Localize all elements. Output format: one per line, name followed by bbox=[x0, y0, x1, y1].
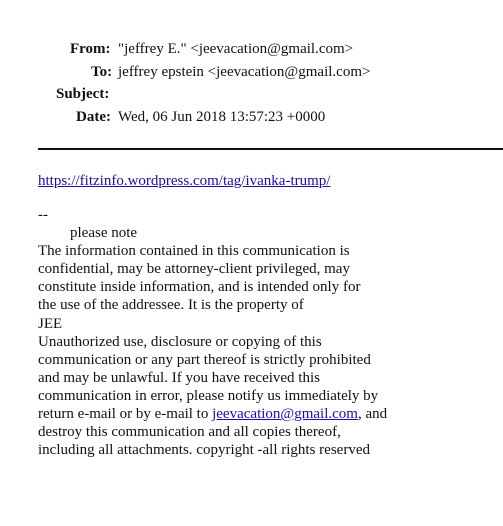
email-body bbox=[38, 206, 498, 459]
from-label: From: bbox=[70, 41, 111, 57]
disclaimer-line-return bbox=[38, 405, 498, 423]
date-value: Wed, 06 Jun 2018 13:57:23 +0000 bbox=[118, 108, 326, 125]
email-link[interactable]: jeevacation@gmail.com bbox=[212, 406, 358, 423]
subject-label: Subject: bbox=[56, 86, 110, 102]
disclaimer-line: constitute inside information, and is intended only for bbox=[38, 279, 361, 296]
disclaimer-line: including all attachments. copyright -all rights reserved bbox=[38, 442, 370, 459]
subject-row bbox=[0, 83, 503, 106]
email-header bbox=[0, 38, 503, 128]
disclaimer-line: JEE bbox=[38, 315, 63, 332]
disclaimer-line: and may be unlawful. If you have received this bbox=[38, 369, 320, 386]
header-divider bbox=[38, 148, 503, 150]
date-row bbox=[0, 106, 503, 129]
to-label: To: bbox=[91, 63, 113, 80]
link-line bbox=[38, 172, 330, 190]
note-heading: please note bbox=[70, 225, 138, 242]
disclaimer-line: communication in error, please notify us immediately by bbox=[38, 387, 379, 404]
disclaimer-line: communication or any part thereof is strictly prohibited bbox=[38, 351, 371, 368]
disclaimer-line: destroy this communication and all copies thereof, bbox=[38, 424, 341, 441]
from-row bbox=[0, 38, 503, 61]
return-prefix: return e-mail or by e-mail to bbox=[38, 406, 213, 423]
disclaimer-line: the use of the addressee. It is the property of bbox=[38, 297, 304, 314]
return-suffix: , and bbox=[357, 406, 388, 423]
disclaimer-line: Unauthorized use, disclosure or copying of this bbox=[38, 333, 322, 350]
disclaimer-line: confidential, may be attorney-client privileged, may bbox=[38, 261, 350, 278]
to-value: jeffrey epstein <jeevacation@gmail.com> bbox=[118, 63, 371, 80]
date-label: Date: bbox=[76, 108, 111, 125]
to-row bbox=[0, 61, 503, 84]
fitzinfo-link[interactable]: https://fitzinfo.wordpress.com/tag/ivanka-trump/ bbox=[38, 173, 331, 189]
signature-separator: -- bbox=[38, 207, 48, 223]
from-value: "jeffrey E." <jeevacation@gmail.com> bbox=[118, 41, 354, 57]
disclaimer-line: The information contained in this communication is bbox=[38, 243, 350, 260]
